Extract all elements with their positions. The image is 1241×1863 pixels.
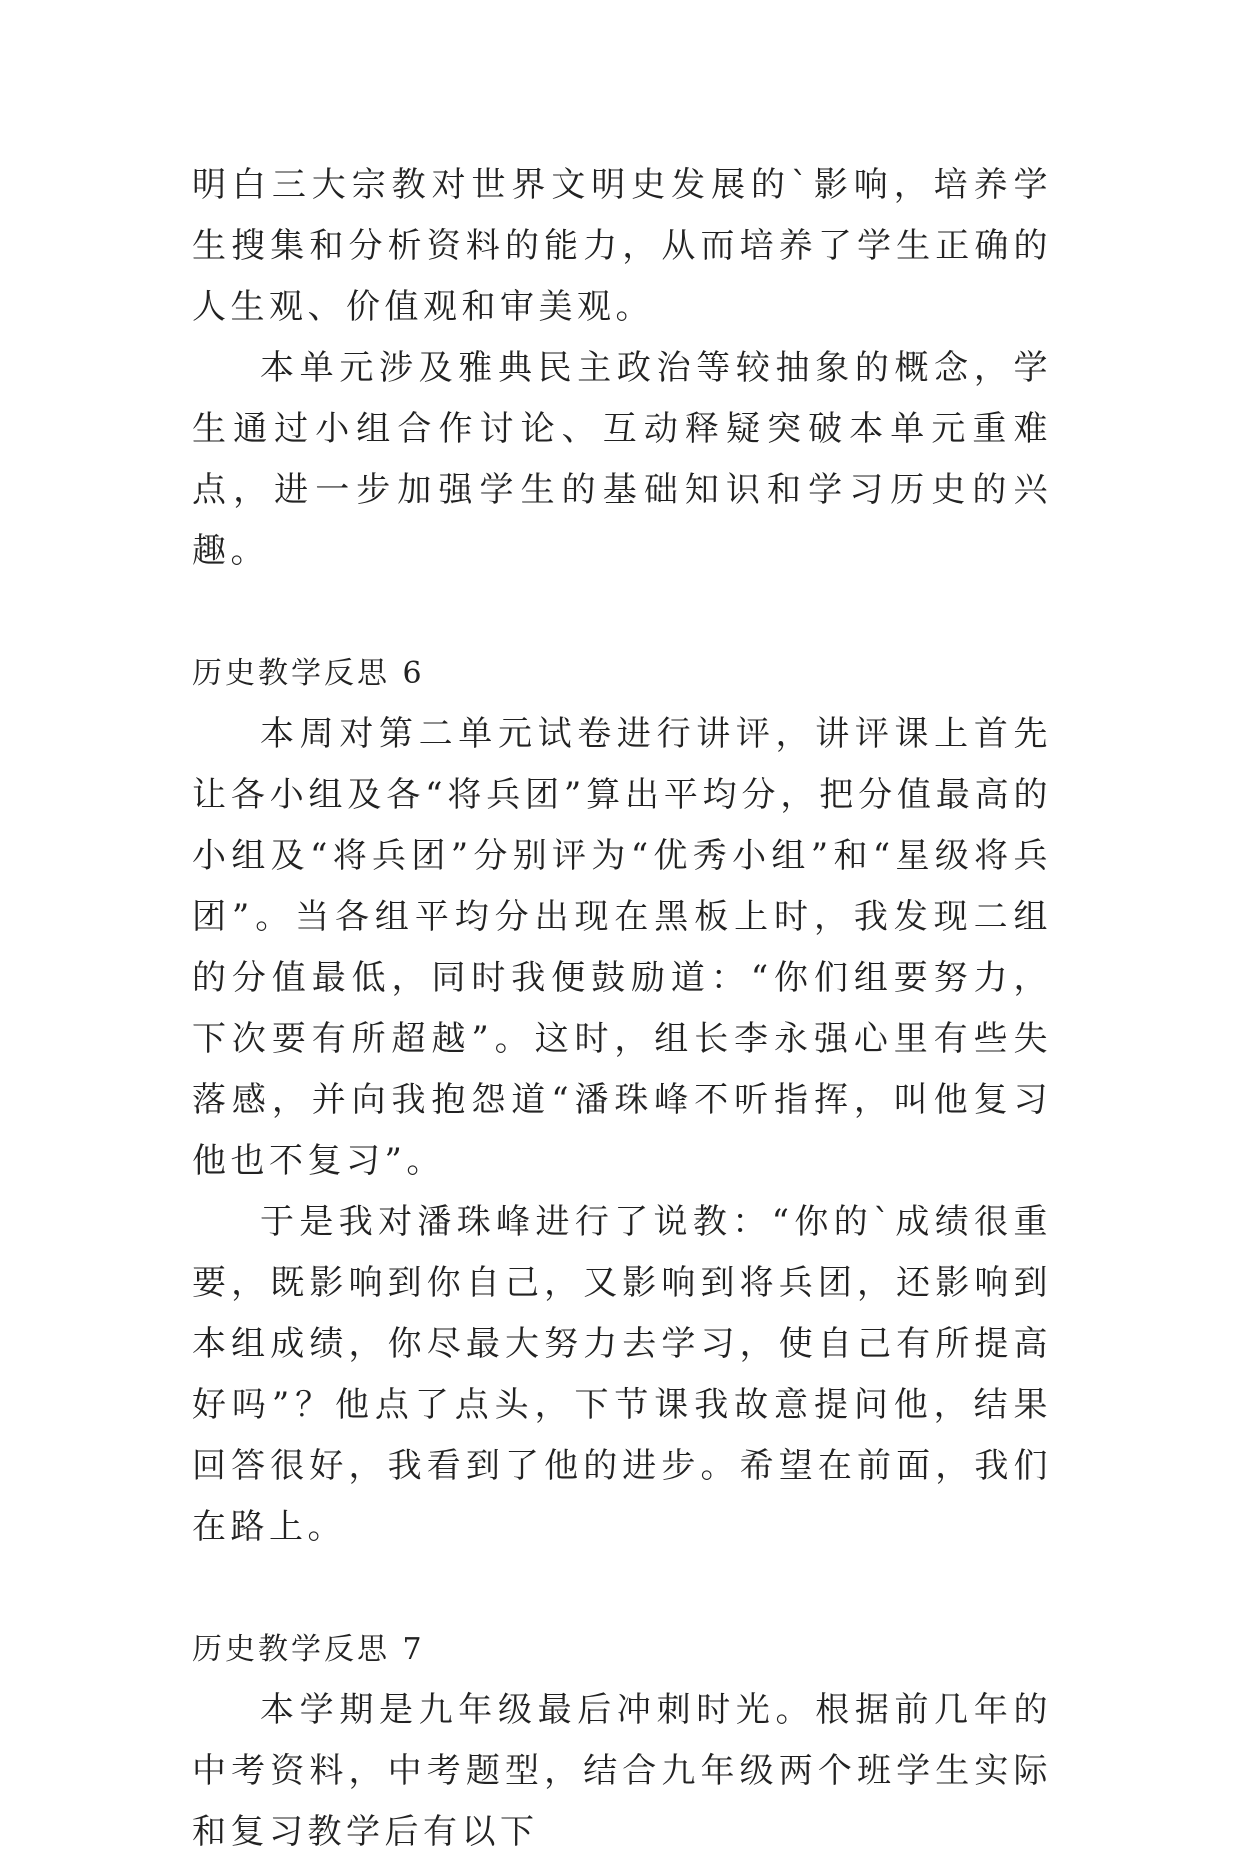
paragraph: 本单元涉及雅典民主政治等较抽象的概念，学生通过小组合作讨论、互动释疑突破本单元重难点，进一步加强学生的基础知识和学习历史的兴趣。 <box>192 348 1052 571</box>
section-gap <box>192 582 1052 643</box>
paragraph: 本周对第二单元试卷进行讲评，讲评课上首先让各小组及各“将兵团”算出平均分，把分值最高的小组及“将兵团”分别评为“优秀小组”和“星级将兵团”。当各组平均分出现在黑板上时，我发现二组的分值最低，同时我便鼓励道：“你们组要努力，下次要有所超越”。这时，组长李永强心里有些失落感，并向我抱怨道“潘珠峰不听指挥，叫他复习他也不复习”。 <box>192 714 1052 1181</box>
paragraph: 于是我对潘珠峰进行了说教：“你的`成绩很重要，既影响到你自己，又影响到将兵团，还影响到本组成绩，你尽最大努力去学习，使自己有所提高好吗”？他点了点头，下节课我故意提问他，结果回答很好，我看到了他的进步。希望在前面，我们在路上。 <box>192 1202 1052 1547</box>
paragraph-continued: 明白三大宗教对世界文明史发展的`影响，培养学生搜集和分析资料的能力，从而培养了学生正确的人生观、价值观和审美观。 <box>192 165 1052 327</box>
section-heading: 历史教学反思 6 <box>192 656 425 691</box>
document-page <box>192 155 1052 1863</box>
paragraph: 本学期是九年级最后冲刺时光。根据前几年的中考资料，中考题型，结合九年级两个班学生实际和复习教学后有以下 <box>192 1690 1052 1852</box>
section-gap <box>192 1558 1052 1619</box>
section-heading: 历史教学反思 7 <box>192 1632 425 1667</box>
